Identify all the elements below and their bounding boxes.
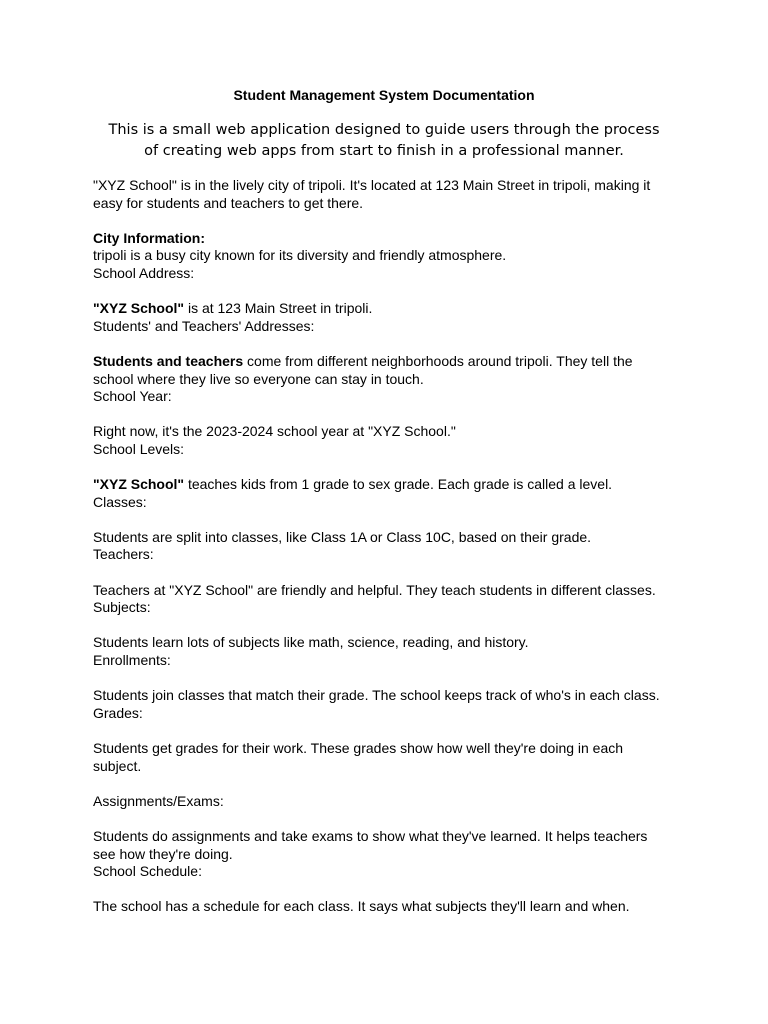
- grades-heading: Grades:: [93, 704, 143, 721]
- school-schedule-text: The school has a schedule for each class. It says what subjects they'll learn and when.: [93, 898, 630, 915]
- subjects-heading: Subjects:: [93, 599, 151, 616]
- enrollments-heading: Enrollments:: [93, 652, 171, 669]
- school-levels-paragraph: "XYZ School" teaches kids from 1 grade to sex grade. Each grade is called a level.: [93, 476, 613, 493]
- document-body: [93, 177, 673, 916]
- school-name-bold: "XYZ School": [93, 300, 185, 317]
- school-year-heading: School Year:: [93, 388, 172, 405]
- school-year-text: Right now, it's the 2023-2024 school year at "XYZ School.": [93, 423, 456, 440]
- enrollments-text: Students join classes that match their grade. The school keeps track of who's in each class.: [93, 687, 660, 704]
- document-title: Student Management System Documentation: [233, 87, 535, 103]
- addresses-paragraph: Students and teachers come from different neighborhoods around tripoli. They tell the school where they live so everyone can stay in touch.: [93, 352, 633, 387]
- city-heading: City Information:: [93, 229, 205, 246]
- city-text: tripoli is a busy city known for its diversity and friendly atmosphere.: [93, 247, 507, 264]
- teachers-heading: Teachers:: [93, 546, 154, 563]
- school-address-paragraph: "XYZ School" is at 123 Main Street in tripoli.: [93, 300, 373, 317]
- assignments-text: Students do assignments and take exams to show what they've learned. It helps teachers see how they're doing.: [93, 827, 648, 862]
- teachers-text: Teachers at "XYZ School" are friendly and helpful. They teach students in different classes.: [93, 581, 656, 598]
- intro-paragraph: "XYZ School" is in the lively city of tripoli. It's located at 123 Main Street in tripoli, making it easy for students and teachers to get there.: [93, 177, 651, 211]
- students-teachers-bold: Students and teachers: [93, 352, 244, 369]
- classes-heading: Classes:: [93, 493, 147, 510]
- subjects-text: Students learn lots of subjects like math, science, reading, and history.: [93, 634, 529, 651]
- addresses-heading: Students' and Teachers' Addresses:: [93, 317, 315, 334]
- document-subtitle: This is a small web application designed to guide users through the process of creating web apps from start to finish in a professional manner.: [108, 122, 660, 159]
- school-name-bold: "XYZ School": [93, 476, 185, 493]
- assignments-heading: Assignments/Exams:: [93, 792, 224, 809]
- school-levels-heading: School Levels:: [93, 440, 185, 457]
- grades-text: Students get grades for their work. These grades show how well they're doing in each subject.: [93, 740, 624, 774]
- school-address-heading: School Address:: [93, 264, 195, 281]
- classes-text: Students are split into classes, like Class 1A or Class 10C, based on their grade.: [93, 528, 592, 545]
- school-schedule-heading: School Schedule:: [93, 863, 202, 880]
